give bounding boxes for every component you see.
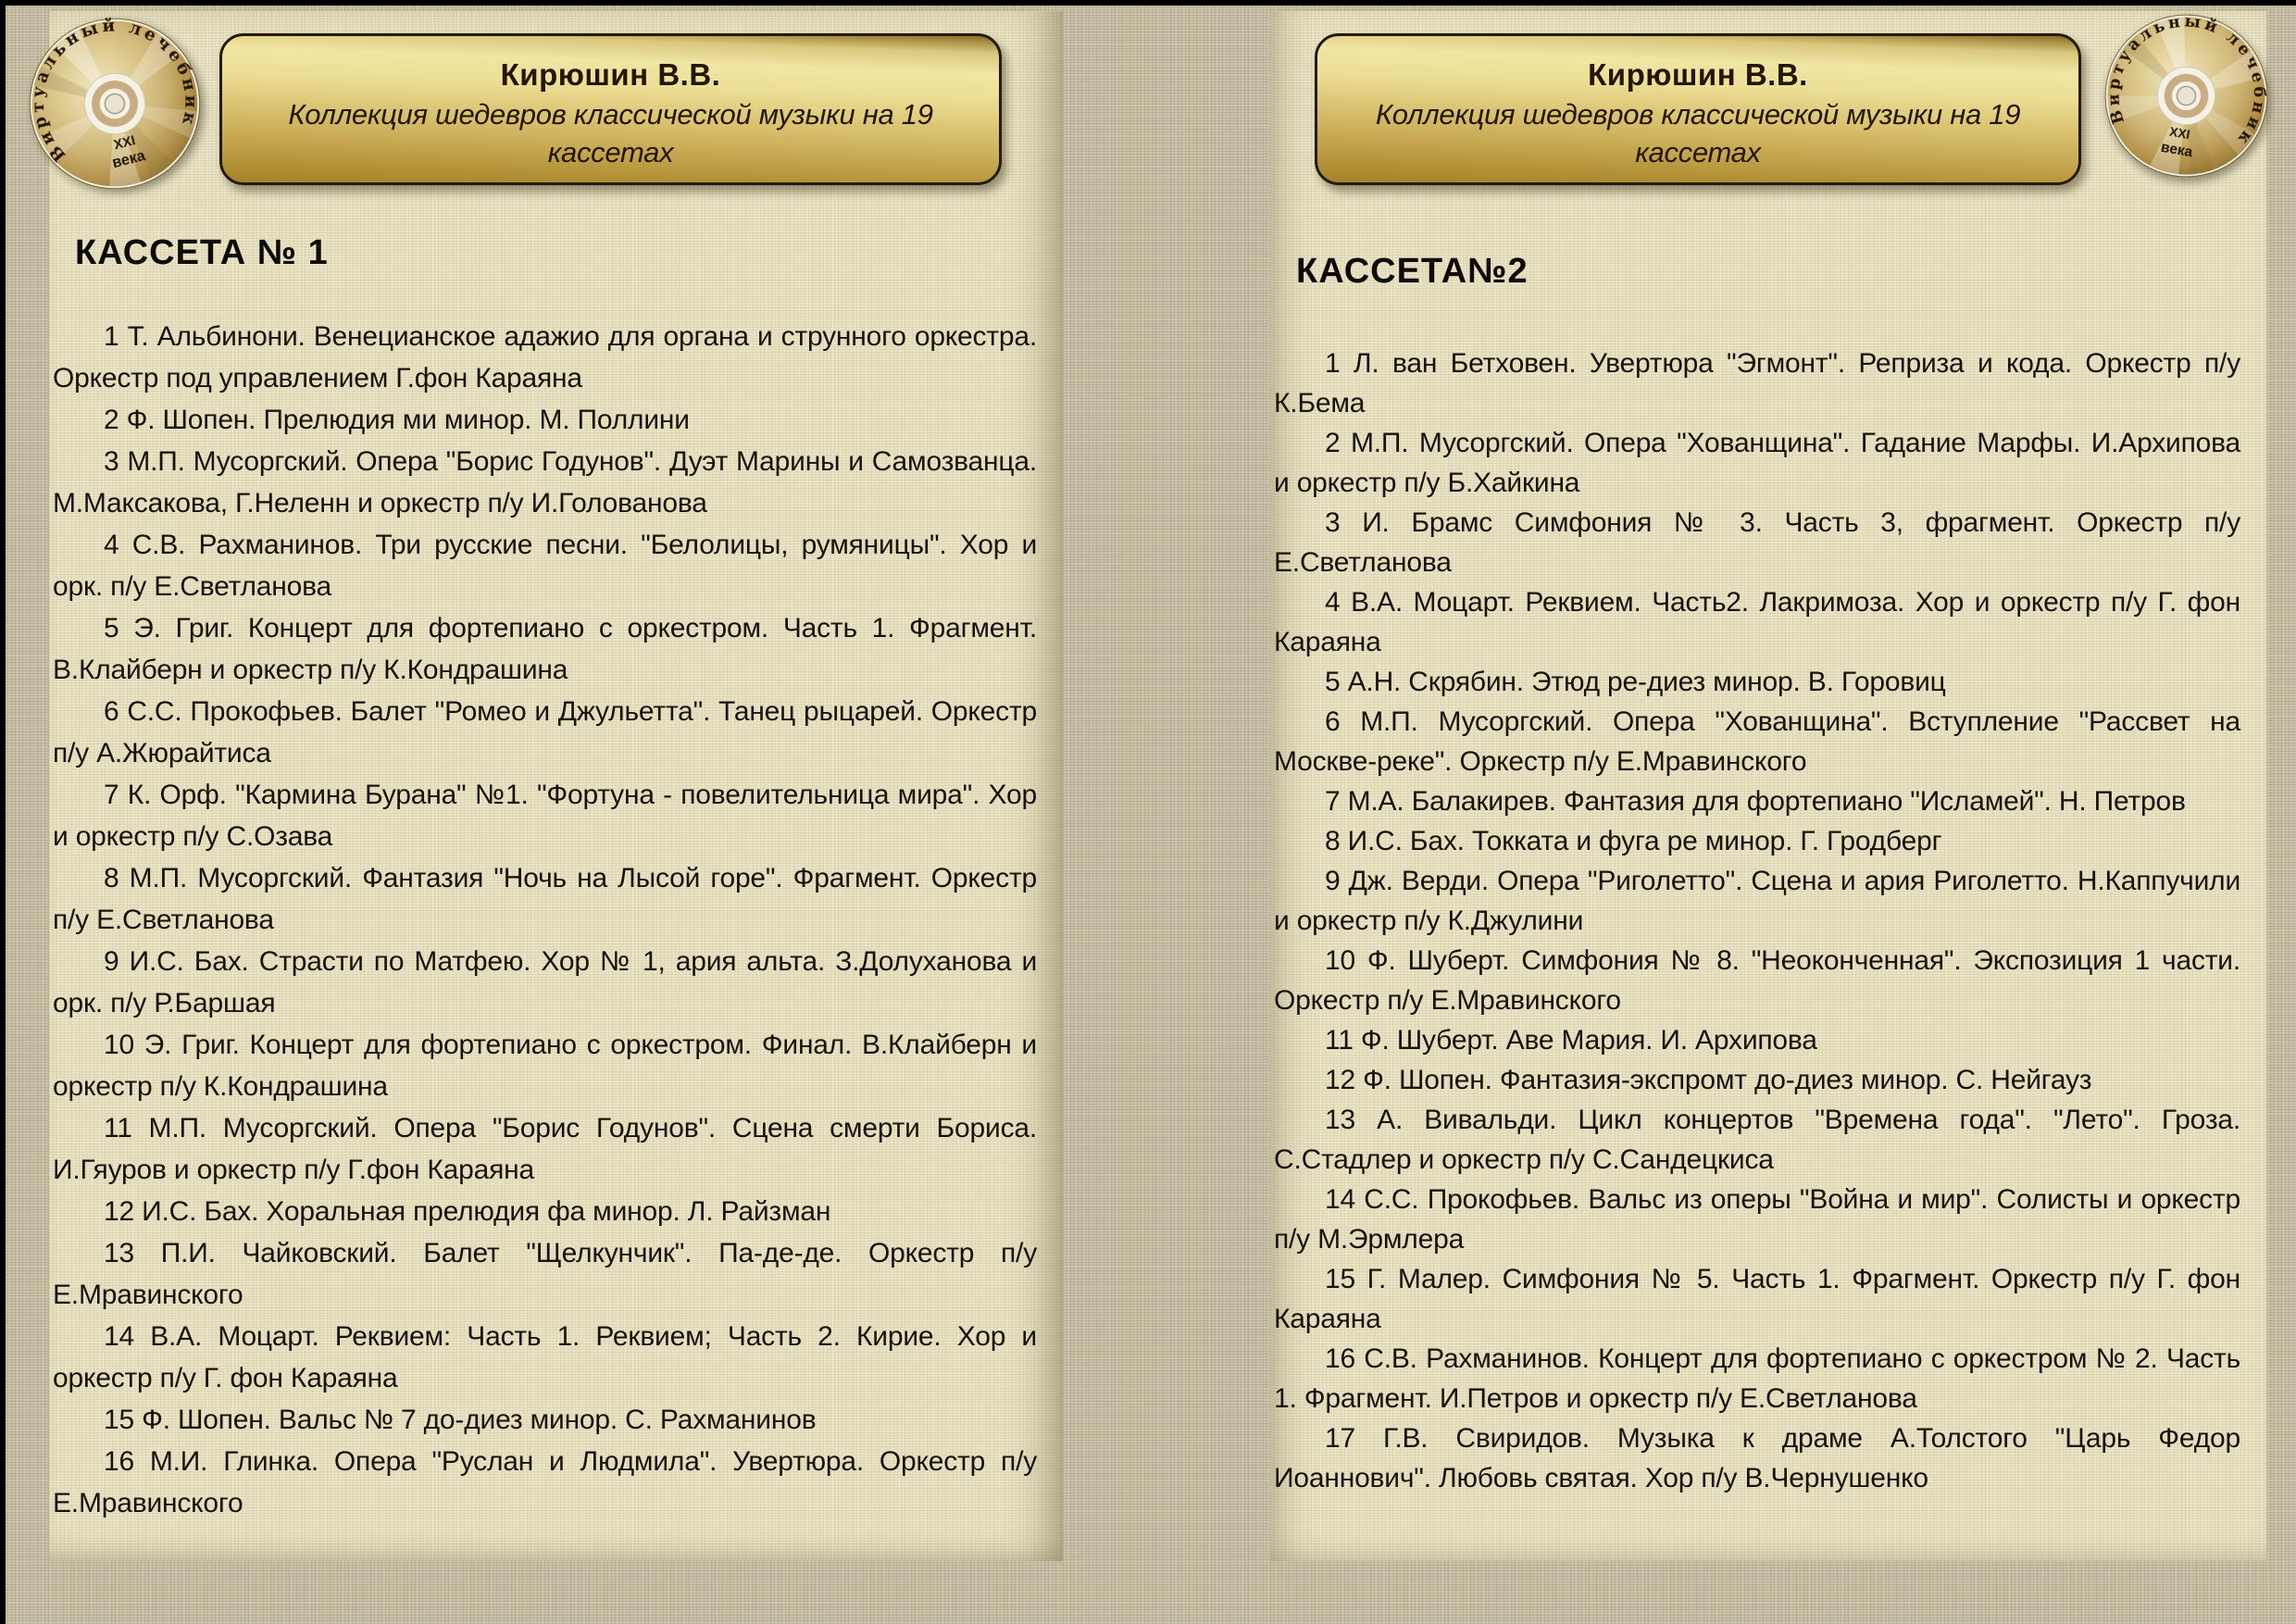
track-item: 4 С.В. Рахманинов. Три русские песни. "Белолицы, румяницы". Хор и орк. п/у Е.Светланова xyxy=(53,530,1037,602)
track-item: 14 С.С. Прокофьев. Вальс из оперы "Война и мир". Солисты и оркестр п/у М.Эрмлера xyxy=(1274,1184,2240,1255)
cd-center-label: века xyxy=(2159,139,2194,161)
track-item: 17 Г.В. Свиридов. Музыка к драме А.Толстого "Царь Федор Иоаннович". Любовь святая. Хор п/у В.Чернушенко xyxy=(1274,1423,2240,1493)
scan-edge-left xyxy=(0,0,6,1624)
track-item: 7 К. Орф. "Кармина Бурана" №1. "Фортуна - повелительница мира". Хор и оркестр п/у С.Озава xyxy=(53,780,1037,852)
track-item: 14 В.А. Моцарт. Реквием: Часть 1. Реквием; Часть 2. Кирие. Хор и оркестр п/у Г. фон Караяна xyxy=(53,1321,1037,1393)
section-title-cassette-2: КАССЕТА№2 xyxy=(1296,252,1529,291)
cd-center-label: XXI xyxy=(112,133,137,154)
cd-arc-label: Виртуальный лечебник xyxy=(28,16,201,166)
track-item: 15 Г. Малер. Симфония № 5. Часть 1. Фрагмент. Оркестр п/у Г. фон Караяна xyxy=(1274,1264,2240,1334)
page-cassette-2 xyxy=(1270,11,2266,1561)
track-item: 4 В.А. Моцарт. Реквием. Часть2. Лакримоза. Хор и оркестр п/у Г. фон Караяна xyxy=(1274,587,2240,657)
track-item: 5 Э. Григ. Концерт для фортепиано с оркестром. Часть 1. Фрагмент. В.Клайберн и оркестр п/у К.Кондрашина xyxy=(53,613,1037,685)
page-cassette-1 xyxy=(49,11,1063,1561)
track-item: 6 С.С. Прокофьев. Балет "Ромео и Джульетта". Танец рыцарей. Оркестр п/у А.Жюрайтиса xyxy=(53,696,1037,768)
track-item: 1 Л. ван Бетховен. Увертюра "Эгмонт". Реприза и кода. Оркестр п/у К.Бема xyxy=(1274,348,2240,418)
track-item: 8 М.П. Мусоргский. Фантазия "Ночь на Лысой горе". Фрагмент. Оркестр п/у Е.Светланова xyxy=(53,863,1037,935)
track-item: 7 М.А. Балакирев. Фантазия для фортепиано "Исламей". Н. Петров xyxy=(1325,786,2186,817)
track-item: 9 Дж. Верди. Опера "Риголетто". Сцена и ария Риголетто. Н.Каппучили и оркестр п/у К.Джулини xyxy=(1274,866,2240,936)
scan-edge-top xyxy=(0,0,2296,6)
track-item: 2 М.П. Мусоргский. Опера "Хованщина". Гадание Марфы. И.Архипова и оркестр п/у Б.Хайкина xyxy=(1274,428,2240,498)
header-banner xyxy=(1315,33,2081,185)
track-item: 13 А. Вивальди. Цикл концертов "Времена года". "Лето". Гроза. С.Стадлер и оркестр п/у С.Сандецкиса xyxy=(1274,1105,2240,1175)
track-item: 10 Э. Григ. Концерт для фортепиано с оркестром. Финал. В.Клайберн и оркестр п/у К.Кондрашина xyxy=(53,1030,1037,1102)
author-title: Кирюшин В.В. xyxy=(1588,57,1808,92)
track-item: 12 И.С. Бах. Хоральная прелюдия фа минор. Л. Райзман xyxy=(104,1196,831,1227)
track-item: 3 И. Брамс Симфония № 3. Часть 3, фрагмент. Оркестр п/у Е.Светланова xyxy=(1274,507,2240,578)
track-item: 16 М.И. Глинка. Опера "Руслан и Людмила". Увертюра. Оркестр п/у Е.Мравинского xyxy=(53,1446,1037,1518)
track-item: 12 Ф. Шопен. Фантазия-экспромт до-диез минор. С. Нейгауз xyxy=(1325,1065,2092,1095)
section-title-cassette-1: КАССЕТА № 1 xyxy=(75,233,329,272)
track-item: 15 Ф. Шопен. Вальс № 7 до-диез минор. С. Рахманинов xyxy=(104,1405,817,1435)
cd-center-label: XXI xyxy=(2168,124,2191,143)
track-item: 8 И.С. Бах. Токката и фуга ре минор. Г. Гродберг xyxy=(1325,826,1942,856)
track-list xyxy=(1270,344,2266,1498)
track-item: 1 Т. Альбинони. Венецианское адажио для органа и струнного оркестра. Оркестр под управлением Г.фон Караяна xyxy=(53,321,1037,394)
track-item: 2 Ф. Шопен. Прелюдия ми минор. М. Поллини xyxy=(104,405,690,435)
track-item: 6 М.П. Мусоргский. Опера "Хованщина". Вступление "Рассвет на Москве-реке". Оркестр п/у Е.Мравинского xyxy=(1274,706,2240,777)
cd-logo-icon xyxy=(2089,0,2285,194)
track-item: 9 И.С. Бах. Страсти по Матфею. Хор № 1, ария альта. З.Долуханова и орк. п/у Р.Баршая xyxy=(53,946,1037,1018)
track-item: 11 Ф. Шуберт. Аве Мария. И. Архипова xyxy=(1325,1025,1817,1056)
track-item: 10 Ф. Шуберт. Симфония № 8. "Неоконченная". Экспозиция 1 части. Оркестр п/у Е.Мравинского xyxy=(1274,945,2240,1016)
track-item: 13 П.И. Чайковский. Балет "Щелкунчик". Па-де-де. Оркестр п/у Е.Мравинского xyxy=(53,1238,1037,1310)
cd-center-label: века xyxy=(110,147,147,172)
author-title: Кирюшин В.В. xyxy=(500,57,721,92)
collection-subtitle: Коллекция шедевров классической музыки на 19 кассетах xyxy=(1375,98,2021,169)
track-item: 16 С.В. Рахманинов. Концерт для фортепиано с оркестром № 2. Часть 1. Фрагмент. И.Петров и оркестр п/у Е.Светланова xyxy=(1274,1343,2240,1414)
track-item: 5 А.Н. Скрябин. Этюд ре-диез минор. В. Горовиц xyxy=(1325,667,1946,697)
cd-arc-label: Виртуальный лечебник xyxy=(2104,12,2269,151)
track-list xyxy=(49,316,1063,1524)
header-banner xyxy=(219,33,1002,185)
track-item: 3 М.П. Мусоргский. Опера "Борис Годунов". Дуэт Марины и Самозванца. М.Максакова, Г.Неленн и оркестр п/у И.Голованова xyxy=(53,446,1037,518)
collection-subtitle: Коллекция шедевров классической музыки на 19 кассетах xyxy=(288,98,933,169)
track-item: 11 М.П. Мусоргский. Опера "Борис Годунов". Сцена смерти Бориса. И.Гяуров и оркестр п/у Г.фон Караяна xyxy=(53,1113,1037,1185)
